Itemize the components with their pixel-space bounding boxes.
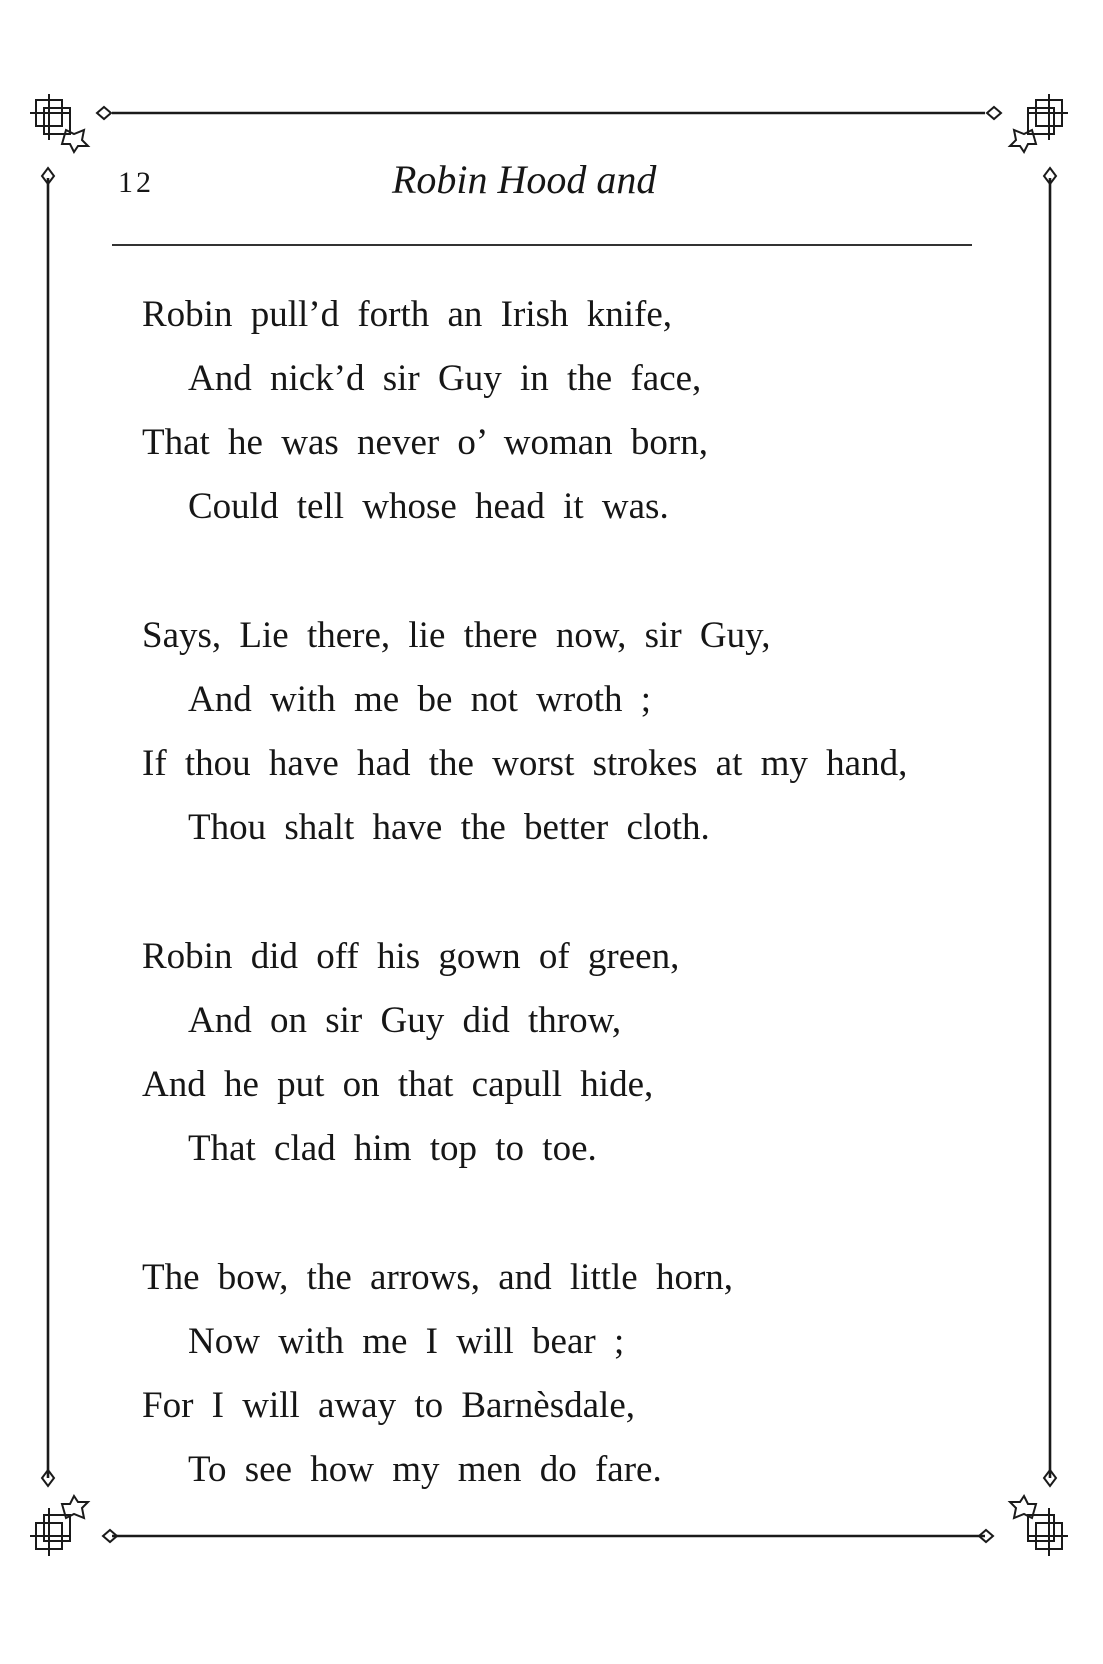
verse-line: And with me be not wroth ; [188,679,652,720]
verse-line: Now with me I will bear ; [188,1321,625,1362]
verse-line: And on sir Guy did throw, [188,1000,622,1041]
verse-line: For I will away to Barnèsdale, [142,1385,635,1426]
verse-line: The bow, the arrows, and little horn, [142,1257,734,1298]
verse-line: Robin did off his gown of green, [142,936,680,977]
verse-line: That clad him top to toe. [188,1128,597,1169]
header-rule [112,244,972,246]
running-title: Robin Hood and [392,157,657,202]
page-number: 12 [118,166,154,199]
corner-ornament-top-left [30,94,111,184]
stanza-2 [142,604,1022,860]
verse-line: Robin pull’d forth an Irish knife, [142,294,673,335]
verse-line: To see how my men do fare. [188,1449,662,1490]
stanza-1 [142,283,1022,539]
verse-line: If thou have had the worst strokes at my hand, [142,743,908,784]
verse-line: That he was never o’ woman born, [142,422,709,463]
verse-line: Says, Lie there, lie there now, sir Guy, [142,615,771,656]
corner-ornament-bottom-left [30,1470,117,1556]
verse-line: And he put on that capull hide, [142,1064,654,1105]
poem-body [142,283,1022,1567]
stanza-4 [142,1246,1022,1502]
corner-ornament-top-right [987,94,1068,184]
verse-line: And nick’d sir Guy in the face, [188,358,702,399]
verse-line: Thou shalt have the better cloth. [188,807,710,848]
stanza-3 [142,925,1022,1181]
verse-line: Could tell whose head it was. [188,486,669,527]
